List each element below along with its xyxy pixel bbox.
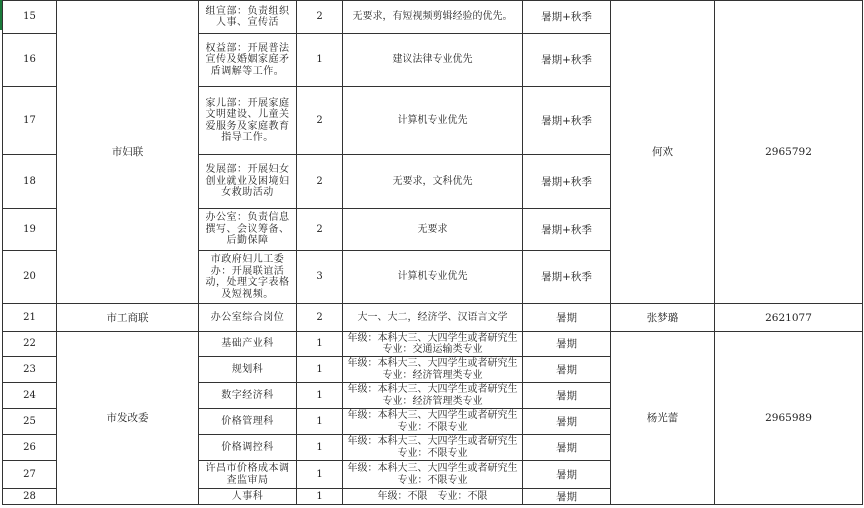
requirement: 年级：本科大三、大四学生或者研究生 专业：不限专业 xyxy=(343,409,523,435)
period: 暑期+秋季 xyxy=(523,87,611,155)
position-count: 2 xyxy=(297,155,343,209)
department: 组宣部：负责组织人事、宣传活 xyxy=(199,1,297,34)
row-number: 16 xyxy=(3,34,57,87)
department: 发展部：开展妇女创业就业及困境妇女救助活动 xyxy=(199,155,297,209)
requirement: 建议法律专业优先 xyxy=(343,34,523,87)
position-count: 2 xyxy=(297,209,343,251)
row-number: 21 xyxy=(3,304,57,332)
row-number: 22 xyxy=(3,332,57,357)
position-count: 1 xyxy=(297,461,343,489)
position-count: 1 xyxy=(297,383,343,409)
period: 暑期 xyxy=(523,304,611,332)
department: 人事科 xyxy=(199,489,297,505)
row-number: 27 xyxy=(3,461,57,489)
contact-name: 杨光蕾 xyxy=(611,332,715,505)
row-number: 19 xyxy=(3,209,57,251)
row-number: 15 xyxy=(3,1,57,34)
department: 办公室综合岗位 xyxy=(199,304,297,332)
requirement: 计算机专业优先 xyxy=(343,251,523,304)
requirement: 年级：本科大三、大四学生或者研究生 专业：经济管理类专业 xyxy=(343,357,523,383)
period: 暑期 xyxy=(523,409,611,435)
period: 暑期 xyxy=(523,489,611,505)
row-number: 25 xyxy=(3,409,57,435)
position-count: 1 xyxy=(297,332,343,357)
row-number: 24 xyxy=(3,383,57,409)
requirement: 无要求，文科优先 xyxy=(343,155,523,209)
table-row xyxy=(3,304,863,332)
table-row xyxy=(3,332,863,357)
row-number: 20 xyxy=(3,251,57,304)
position-count: 1 xyxy=(297,489,343,505)
row-number: 26 xyxy=(3,435,57,461)
department: 数字经济科 xyxy=(199,383,297,409)
row-number: 23 xyxy=(3,357,57,383)
period: 暑期+秋季 xyxy=(523,1,611,34)
internship-table xyxy=(2,0,863,505)
requirement: 年级：不限 专业：不限 xyxy=(343,489,523,505)
position-count: 2 xyxy=(297,1,343,34)
position-count: 1 xyxy=(297,409,343,435)
requirement: 年级：本科大三、大四学生或者研究生 专业：不限专业 xyxy=(343,435,523,461)
period: 暑期 xyxy=(523,332,611,357)
department: 权益部：开展普法宣传及婚姻家庭矛盾调解等工作。 xyxy=(199,34,297,87)
position-count: 1 xyxy=(297,357,343,383)
period: 暑期+秋季 xyxy=(523,251,611,304)
department: 价格调控科 xyxy=(199,435,297,461)
row-number: 18 xyxy=(3,155,57,209)
row-number: 17 xyxy=(3,87,57,155)
contact-phone: 2621077 xyxy=(715,304,863,332)
position-count: 1 xyxy=(297,34,343,87)
requirement: 年级：本科大三、大四学生或者研究生 专业：经济管理类专业 xyxy=(343,383,523,409)
contact-phone: 2965989 xyxy=(715,332,863,505)
unit-name: 市发改委 xyxy=(57,332,199,505)
requirement: 年级：本科大三、大四学生或者研究生 专业：交通运输类专业 xyxy=(343,332,523,357)
department: 基础产业科 xyxy=(199,332,297,357)
period: 暑期 xyxy=(523,357,611,383)
unit-name: 市工商联 xyxy=(57,304,199,332)
period: 暑期+秋季 xyxy=(523,34,611,87)
department: 规划科 xyxy=(199,357,297,383)
period: 暑期 xyxy=(523,383,611,409)
contact-name: 何欢 xyxy=(611,1,715,304)
table-body xyxy=(3,1,863,505)
department: 办公室：负责信息撰写、会议筹备、后勤保障 xyxy=(199,209,297,251)
requirement: 计算机专业优先 xyxy=(343,87,523,155)
position-count: 1 xyxy=(297,435,343,461)
department: 市政府妇儿工委办：开展联谊活动，处理文字表格及短视频。 xyxy=(199,251,297,304)
table-row xyxy=(3,1,863,34)
period: 暑期 xyxy=(523,435,611,461)
period: 暑期+秋季 xyxy=(523,155,611,209)
position-count: 2 xyxy=(297,87,343,155)
row-number: 28 xyxy=(3,489,57,505)
requirement: 年级：本科大三、大四学生或者研究生 专业：不限专业 xyxy=(343,461,523,489)
contact-phone: 2965792 xyxy=(715,1,863,304)
period: 暑期 xyxy=(523,461,611,489)
period: 暑期+秋季 xyxy=(523,209,611,251)
contact-name: 张梦璐 xyxy=(611,304,715,332)
unit-name: 市妇联 xyxy=(57,1,199,304)
requirement: 无要求 xyxy=(343,209,523,251)
department: 许昌市价格成本调查监审局 xyxy=(199,461,297,489)
department: 价格管理科 xyxy=(199,409,297,435)
position-count: 3 xyxy=(297,251,343,304)
requirement: 无要求，有短视频剪辑经验的优先。 xyxy=(343,1,523,34)
requirement: 大一、大二，经济学、汉语言文学 xyxy=(343,304,523,332)
position-count: 2 xyxy=(297,304,343,332)
department: 家儿部：开展家庭文明建设、儿童关爱服务及家庭教育指导工作。 xyxy=(199,87,297,155)
